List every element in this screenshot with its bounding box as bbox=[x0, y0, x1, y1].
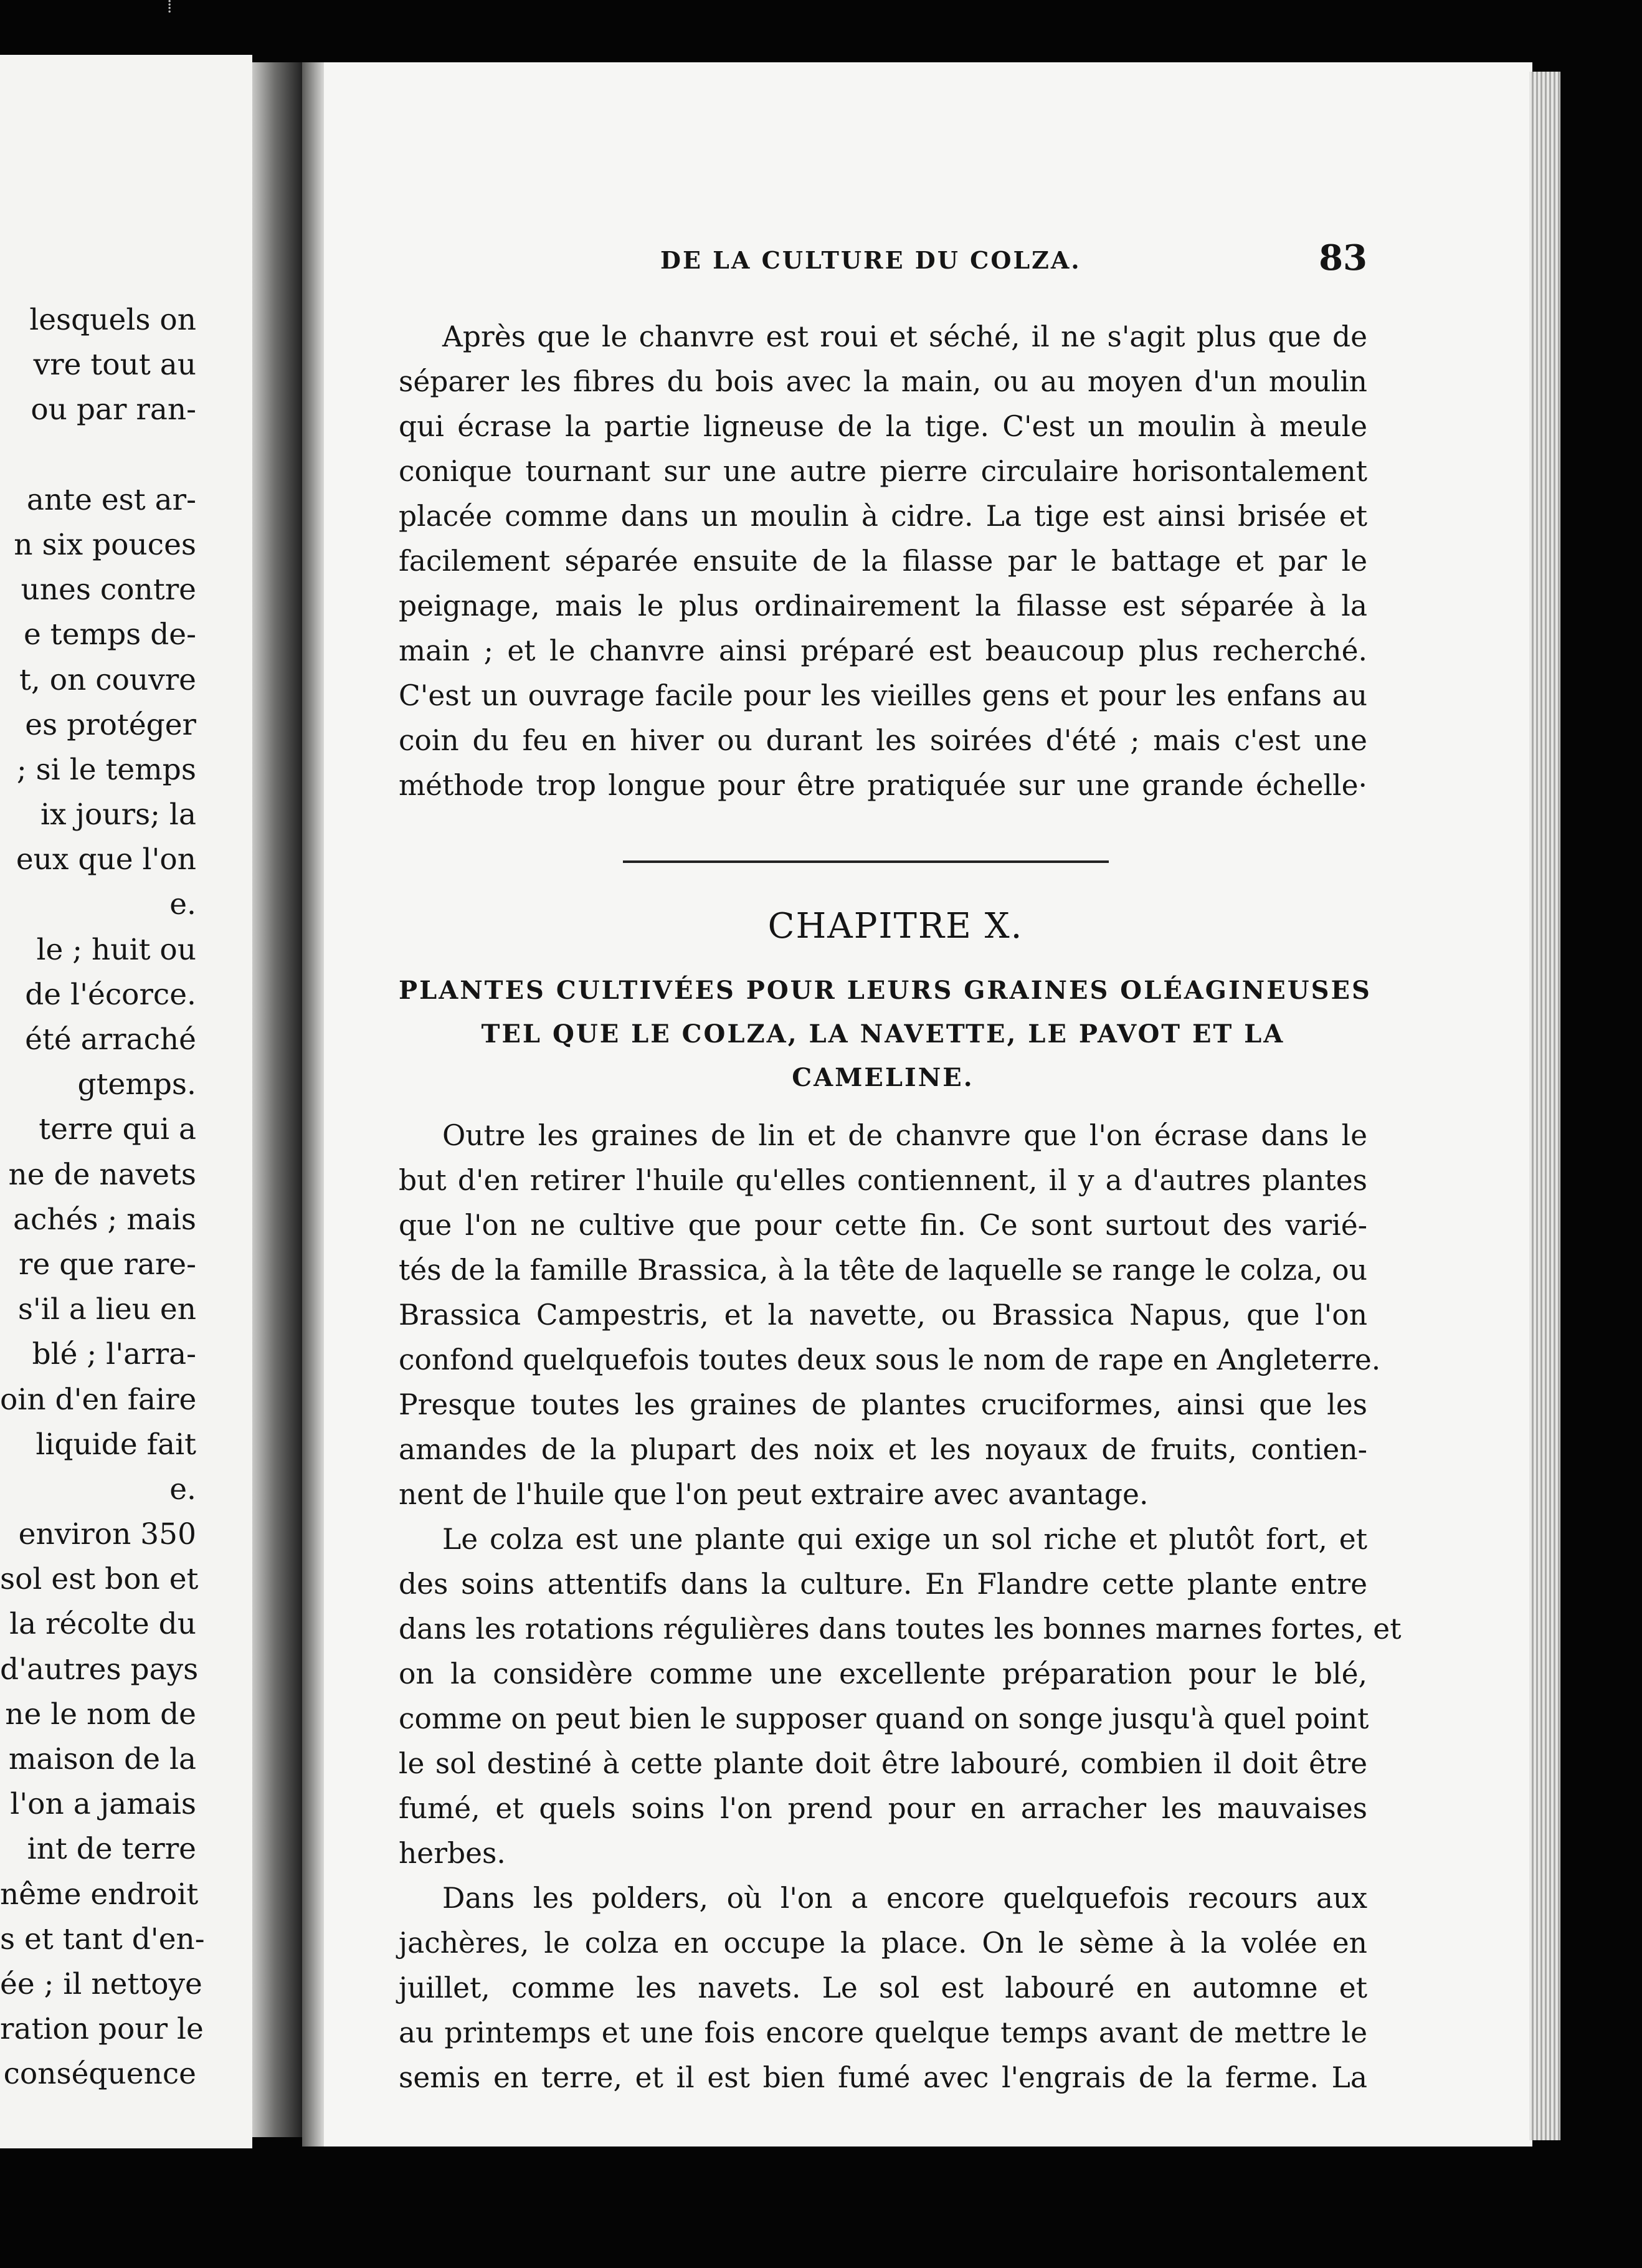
subtitle-line: PLANTES CULTIVÉES POUR LEURS GRAINES OLÉAGINEUSES bbox=[399, 976, 1372, 1005]
running-title: DE LA CULTURE DU COLZA. bbox=[660, 246, 1081, 274]
left-text-line: vre tout au bbox=[33, 348, 196, 383]
left-text-line: ix jours; la bbox=[40, 798, 196, 832]
left-text-line: achés ; mais bbox=[12, 1202, 196, 1237]
left-text-line: gtemps. bbox=[77, 1067, 196, 1102]
left-text-line: de l'écorce. bbox=[25, 977, 196, 1012]
right-page-content bbox=[399, 237, 1402, 2100]
text-line: Outre les graines de lin et de chanvre que l'on écrase dans le bbox=[442, 1119, 1367, 1152]
text-line: méthode trop longue pour être pratiquée sur une grande échelle· bbox=[399, 769, 1367, 802]
left-text-line: ée ; il nettoye bbox=[0, 1966, 202, 2001]
left-text-line: ; si le temps bbox=[16, 752, 196, 787]
text-line: main ; et le chanvre ainsi préparé est beaucoup plus recherché. bbox=[399, 634, 1367, 667]
text-line: on la considère comme une excellente préparation pour le blé, bbox=[399, 1657, 1367, 1690]
text-line: au printemps et une fois encore quelque temps avant de mettre le bbox=[399, 2016, 1367, 2049]
text-line: jachères, le colza en occupe la place. On le sème à la volée en bbox=[399, 1927, 1367, 1960]
left-text-line: d'autres pays bbox=[0, 1652, 199, 1687]
text-line: qui écrase la partie ligneuse de la tige. C'est un moulin à meule bbox=[399, 410, 1367, 443]
book-gutter bbox=[252, 62, 302, 2137]
left-text-line: re que rare- bbox=[19, 1247, 196, 1282]
left-text-line: liquide fait bbox=[36, 1427, 196, 1462]
text-line: nent de l'huile que l'on peut extraire avec avantage. bbox=[399, 1478, 1149, 1511]
left-text-line: t, on couvre bbox=[19, 662, 196, 697]
left-text-line: le ; huit ou bbox=[36, 932, 196, 967]
text-line: Brassica Campestris, et la navette, ou Brassica Napus, que l'on bbox=[399, 1298, 1367, 1332]
running-head bbox=[399, 237, 1367, 296]
text-line: juillet, comme les navets. Le sol est labouré en automne et bbox=[399, 1971, 1367, 2004]
text-line: tés de la famille Brassica, à la tête de laquelle se range le colza, ou bbox=[399, 1254, 1367, 1287]
text-line: confond quelquefois toutes deux sous le nom de rape en Angleterre. bbox=[399, 1343, 1381, 1376]
left-text-line: ne le nom de bbox=[5, 1697, 196, 1732]
left-text-line: es protéger bbox=[25, 707, 196, 742]
left-text-line: s'il a lieu en bbox=[17, 1292, 196, 1327]
left-text-line: blé ; l'arra- bbox=[32, 1337, 196, 1372]
left-text-line: lesquels on bbox=[29, 303, 196, 337]
text-line: dans les rotations régulières dans toutes les bonnes marnes fortes, et bbox=[399, 1613, 1402, 1646]
text-line: Dans les polders, où l'on a encore quelquefois recours aux bbox=[442, 1882, 1367, 1915]
left-page bbox=[0, 55, 252, 2148]
left-text-line: unes contre bbox=[21, 573, 196, 608]
left-text-line: maison de la bbox=[8, 1742, 196, 1776]
text-line: semis en terre, et il est bien fumé avec l'engrais de la ferme. La bbox=[399, 2061, 1367, 2094]
text-line: coin du feu en hiver ou durant les soirées d'été ; mais c'est une bbox=[399, 724, 1367, 757]
left-text-line: été arraché bbox=[25, 1022, 196, 1057]
text-line: C'est un ouvrage facile pour les vieilles gens et pour les enfans au bbox=[399, 679, 1367, 712]
left-text-line: ou par ran- bbox=[31, 393, 196, 427]
left-text-line: ante est ar- bbox=[26, 482, 196, 517]
paragraph-polders bbox=[399, 1876, 1367, 2100]
text-line: herbes. bbox=[399, 1837, 506, 1870]
left-text-line: e. bbox=[169, 887, 196, 922]
text-line: Le colza est une plante qui exige un sol riche et plutôt fort, et bbox=[442, 1523, 1367, 1556]
left-text-line: terre qui a bbox=[39, 1112, 196, 1147]
text-line: conique tournant sur une autre pierre circulaire horisontalement bbox=[399, 455, 1367, 488]
left-text-line: s et tant d'en- bbox=[0, 1922, 205, 1956]
chapter-heading: CHAPITRE X. bbox=[767, 906, 1023, 946]
left-text-line: eux que l'on bbox=[16, 842, 196, 877]
text-line: fumé, et quels soins l'on prend pour en arracher les mauvaises bbox=[399, 1792, 1367, 1825]
paragraph-hemp bbox=[399, 315, 1367, 808]
left-text-line: e temps de- bbox=[24, 617, 196, 652]
text-line: Après que le chanvre est roui et séché, il ne s'agit plus que de bbox=[442, 320, 1367, 353]
text-line: que l'on ne cultive que pour cette fin. Ce sont surtout des varié- bbox=[399, 1209, 1367, 1242]
text-line: peignage, mais le plus ordinairement la filasse est séparée à la bbox=[399, 589, 1367, 622]
section-divider bbox=[623, 860, 1109, 863]
paragraph-colza bbox=[399, 1517, 1402, 1876]
left-text-line: environ 350 bbox=[18, 1517, 196, 1552]
left-text-line: e. bbox=[169, 1472, 196, 1507]
text-line: séparer les fibres du bois avec la main, ou au moyen d'un moulin bbox=[399, 365, 1367, 398]
page-number: 83 bbox=[1319, 237, 1367, 279]
text-line: facilement séparée ensuite de la filasse par le battage et par le bbox=[399, 545, 1367, 578]
left-text-line: ne de navets bbox=[8, 1157, 196, 1192]
text-line: comme on peut bien le supposer quand on songe jusqu'à quel point bbox=[399, 1702, 1369, 1735]
page-edges bbox=[1529, 72, 1560, 2140]
left-text-line: sol est bon et bbox=[0, 1562, 199, 1597]
left-text-line: la récolte du bbox=[9, 1607, 196, 1642]
text-line: des soins attentifs dans la culture. En Flandre cette plante entre bbox=[399, 1568, 1367, 1601]
scan-mark: ⁞ bbox=[167, 0, 173, 17]
chapter-body bbox=[399, 1113, 1402, 2100]
text-line: placée comme dans un moulin à cidre. La tige est ainsi brisée et bbox=[399, 500, 1367, 533]
left-text-line: n six pouces bbox=[14, 527, 196, 562]
left-text-line: nême endroit bbox=[0, 1877, 199, 1912]
chapter-subtitle bbox=[399, 969, 1372, 1100]
left-text-line: oin d'en faire bbox=[0, 1382, 197, 1417]
text-line: but d'en retirer l'huile qu'elles contiennent, il y a d'autres plantes bbox=[399, 1164, 1367, 1197]
subtitle-line: TEL QUE LE COLZA, LA NAVETTE, LE PAVOT ET LA bbox=[481, 1019, 1285, 1049]
left-text-line: conséquence bbox=[3, 2057, 196, 2092]
left-text-line: int de terre bbox=[27, 1832, 196, 1867]
left-text-line: l'on a jamais bbox=[10, 1787, 196, 1822]
text-line: Presque toutes les graines de plantes cruciformes, ainsi que les bbox=[399, 1388, 1367, 1421]
text-line: amandes de la plupart des noix et les noyaux de fruits, contien- bbox=[399, 1433, 1367, 1466]
paragraph-oilseeds bbox=[399, 1113, 1381, 1517]
text-line: le sol destiné à cette plante doit être labouré, combien il doit être bbox=[399, 1747, 1367, 1780]
left-page-text bbox=[0, 298, 252, 2097]
left-text-line: ration pour le bbox=[0, 2012, 204, 2047]
page-shadow bbox=[302, 62, 324, 2146]
left-text-line bbox=[0, 433, 252, 478]
subtitle-line: CAMELINE. bbox=[792, 1063, 974, 1092]
